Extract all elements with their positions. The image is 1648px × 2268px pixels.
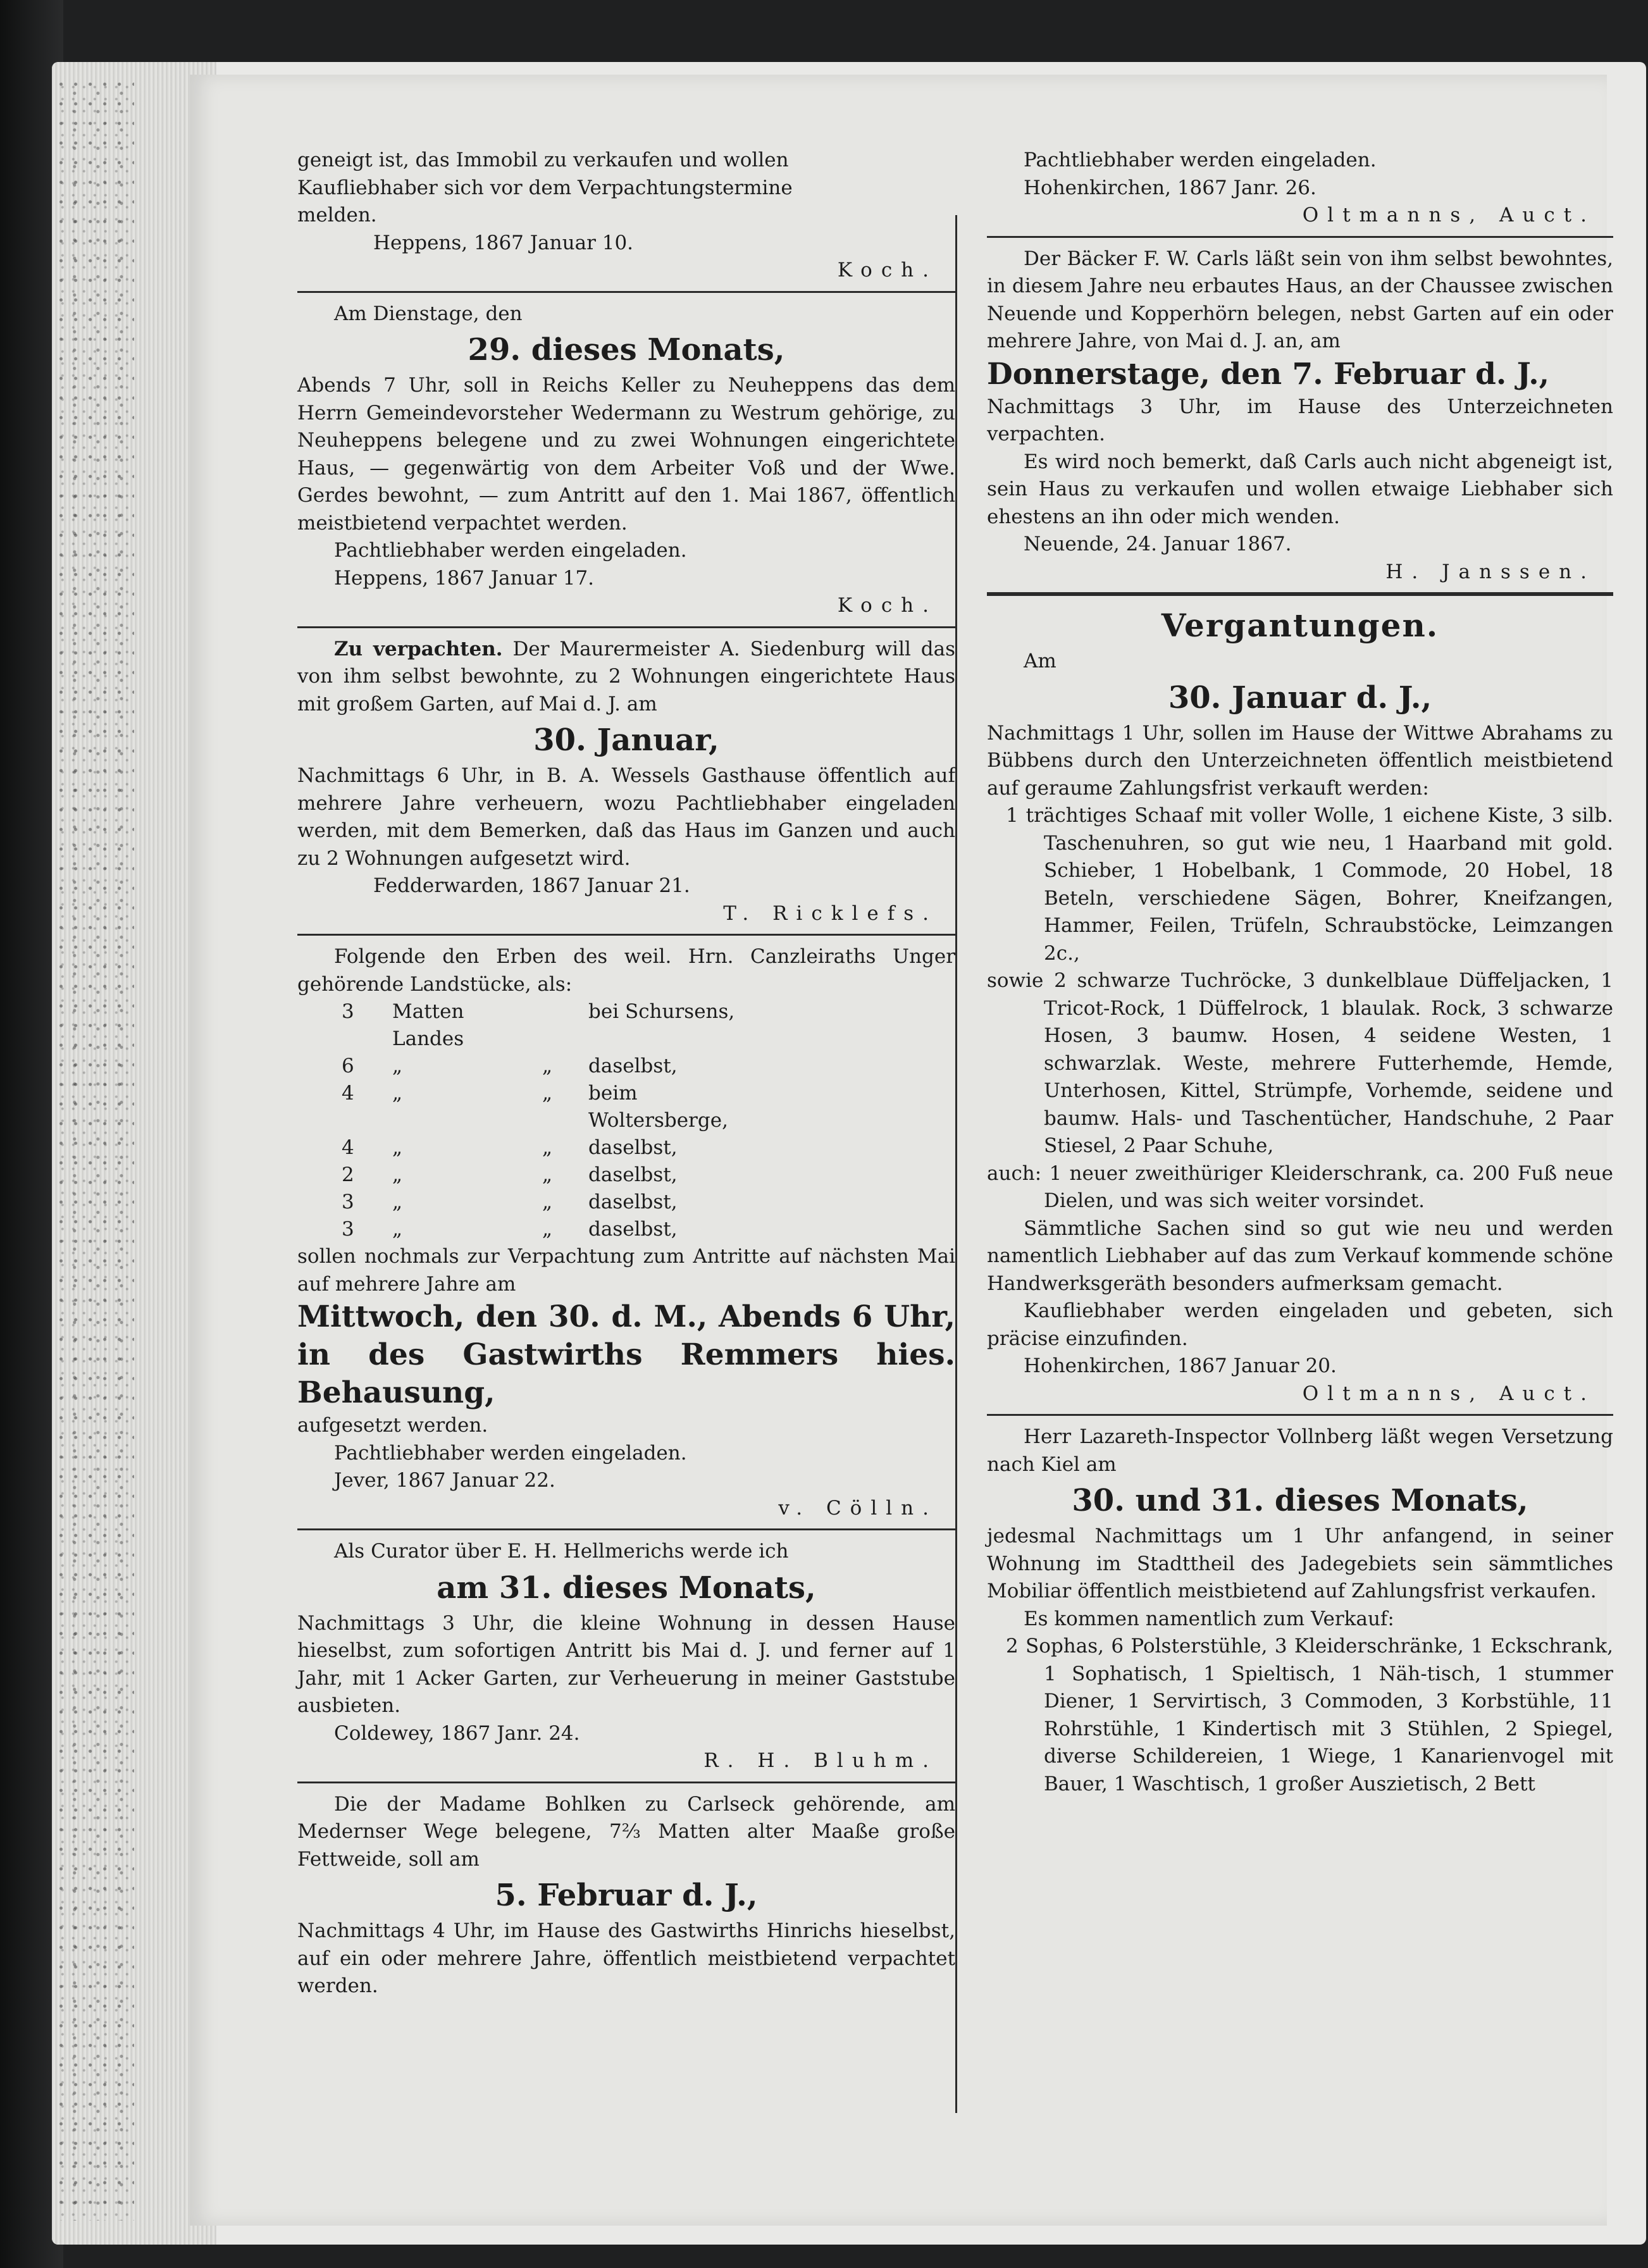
notice-body: sollen nochmals zur Verpachtung zum Antritte auf nächsten Mai auf mehrere Jahre am [297,1245,955,1296]
parcel-place: daselbst, [588,1218,678,1241]
notice-divider [297,626,955,628]
table-row [342,1053,747,1080]
notice-place-date: Hohenkirchen, 1867 Januar 20. [1024,1354,1337,1377]
notice-body: Folgende den Erben des weil. Hrn. Canzleiraths Unger gehörende Landstücke, als: [297,945,955,996]
notice-carls-haus [987,245,1613,586]
table-row [342,998,747,1053]
section-divider [987,592,1613,596]
notice-note: Es kommen namentlich zum Verkauf: [1024,1607,1394,1630]
notice-body: Die der Madame Bohlken zu Carlseck gehörende, am Medernser Wege belegene, 7⅔ Matten alter Maaße große Fettweide, soll am [297,1792,955,1871]
notice-place-date: Neuende, 24. Januar 1867. [1024,533,1292,555]
notice-siedenburg-haus [297,636,955,928]
parcel-place: beim Woltersberge, [588,1082,728,1132]
notice-invite: Pachtliebhaber werden eingeladen. [1024,149,1377,171]
notice-place-date: Hohenkirchen, 1867 Janr. 26. [1024,176,1317,199]
notice-line: geneigt ist, das Immobil zu verkaufen und wollen [297,149,789,171]
notice-heppens-immobil [297,147,955,285]
table-row [342,1216,747,1243]
notice-place-date: Heppens, 1867 Januar 17. [334,566,595,590]
notice-signature: Oltmanns, Auct. [1302,1382,1595,1405]
parcel-ditto [506,998,588,1053]
notice-place-date: Fedderwarden, 1867 Januar 21. [373,874,690,897]
notice-body: Der Maurermeister A. Siedenburg will das von ihm selbst bewohnte, zu 2 Wohnungen eingerichtete Haus mit großem Garten, auf Mai d. J. am [297,637,955,716]
notice-invite: Kaufliebhaber werden eingeladen und gebeten, sich präcise einzufinden. [987,1299,1613,1350]
notice-body: Als Curator über E. H. Hellmerichs werde ich [334,1540,789,1563]
sale-items-list: sowie 2 schwarze Tuchröcke, 3 dunkelblaue Düffeljacken, 1 Tricot-Rock, 1 Düffelrock, 1 blaulak. Rock, 3 schwarze Hosen, 3 baumw. Hosen, 4 seidene Westen, 1 schwarzlak. Weste, mehrere Futterhemde, Hemde, Unterhosen, Kittel, Strümpfe, Vorhemde, seidene und baumw. Hals- und Taschentücher, Handschuhe, 2 Paar Stiesel, 2 Paar Schuhe, [987,969,1613,1157]
notice-place-date: Coldewey, 1867 Janr. 24. [334,1721,580,1745]
notice-date-heading: Mittwoch, den 30. d. M., Abends 6 Uhr, in des Gastwirths Remmers hies. Behausung, [297,1299,955,1410]
notice-body: Abends 7 Uhr, soll in Reichs Keller zu Neuheppens das dem Herrn Gemeindevorsteher Wedermann zu Westrum gehörige, zu Neuheppens belegene und zu zwei Wohnungen eingerichtete Haus, — gegenwärtig von dem Arbeiter Voß und der Wwe. Gerdes bewohnt, — zum Antritt auf den 1. Mai 1867, öffentlich meistbietend verpachtet werden. [297,374,955,535]
foxing-spots [58,82,134,2221]
notice-divider [297,934,955,936]
notice-date-heading: 30. Januar, [533,722,719,758]
notice-body: Der Bäcker F. W. Carls läßt sein von ihm selbst bewohntes, in diesem Jahre neu erbautes Haus, an der Chaussee zwischen Neuende und Kopperhörn belegen, nebst Garten auf ein oder mehrere Jahre, von Mai d. J. an, am [987,247,1613,352]
notice-vollnberg-mobiliar [987,1423,1613,1798]
notice-signature: Koch. [837,259,938,282]
left-column [297,147,955,2000]
notice-signature: H. Janssen. [1385,560,1595,583]
notice-date-heading: 30. Januar d. J., [1168,679,1432,716]
notice-divider [987,1414,1613,1416]
notice-body: Nachmittags 3 Uhr, die kleine Wohnung in dessen Hause hieselbst, zum sofortigen Antritt bis Mai d. J. und ferner auf 1 Jahr, mit 1 Acker Garten, zur Verheuerung in meiner Gaststube ausbieten. [297,1611,955,1717]
parcel-unit: „ [392,1191,403,1213]
notice-body: Herr Lazareth-Inspector Vollnberg läßt wegen Versetzung nach Kiel am [987,1425,1613,1476]
parcel-unit: „ [392,1136,403,1159]
notice-wedermann-haus [297,301,955,620]
notice-invite: Pachtliebhaber werden eingeladen. [334,1441,687,1465]
notice-divider [297,1782,955,1783]
notice-place-date: Heppens, 1867 Januar 10. [373,231,634,254]
parcel-unit: „ [392,1163,403,1186]
notice-signature: v. Cölln. [778,1496,938,1520]
notice-note: Es wird noch bemerkt, daß Carls auch nicht abgeneigt ist, sein Haus zu verkaufen und wollen etwaige Liebhaber sich ehestens an ihn oder mich wenden. [987,450,1613,528]
notice-signature: R. H. Bluhm. [703,1749,938,1772]
notice-invite: Pachtliebhaber werden eingeladen. [334,539,687,562]
notice-date-heading: 5. Februar d. J., [495,1878,758,1913]
notice-divider [297,1528,955,1530]
section-heading-vergantungen: Vergantungen. [1161,607,1439,644]
parcel-ditto: „ [542,1136,553,1159]
parcel-place: daselbst, [588,1191,678,1213]
sale-items-list: auch: 1 neuer zweithüriger Kleiderschrank, ca. 200 Fuß neue Dielen, und was sich weiter vorsindet. [987,1162,1613,1212]
table-row [342,1134,747,1162]
notice-body: jedesmal Nachmittags um 1 Uhr anfangend, in seiner Wohnung im Stadttheil des Jadegebiets sein sämmtliches Mobiliar öffentlich meistbietend auf Zahlungsfrist verkaufen. [987,1525,1613,1602]
notice-body: Nachmittags 3 Uhr, im Hause des Unterzeichneten verpachten. [987,395,1613,445]
parcel-unit: „ [392,1082,403,1105]
right-column [987,147,1613,1798]
notice-body: Nachmittags 4 Uhr, im Hause des Gastwirths Hinrichs hieselbst, auf ein oder mehrere Jahre, öffentlich meistbietend verpachtet werden. [297,1919,955,1997]
notice-abrahams-verkauf [987,648,1613,1408]
parcel-place: daselbst, [588,1163,678,1186]
parcel-count: 4 [342,1136,354,1159]
table-row [342,1189,747,1216]
parcel-count: 3 [342,1218,354,1241]
notice-date-heading: 30. und 31. dieses Monats, [1072,1483,1528,1518]
parcel-count: 3 [342,1000,354,1023]
notice-divider [987,236,1613,238]
parcel-unit: Matten Landes [392,1000,464,1050]
notice-line: melden. [297,204,377,226]
parcel-count: 3 [342,1191,354,1213]
notice-unger-landstuecke [297,943,955,1522]
notice-date-heading: 29. dieses Monats, [468,332,785,368]
parcel-ditto: „ [542,1163,553,1186]
table-row [342,1080,747,1134]
parcel-count: 2 [342,1163,354,1186]
notice-divider [297,291,955,293]
notice-note: Sämmtliche Sachen sind so gut wie neu und werden namentlich Liebhaber auf das zum Verkauf kommende schöne Handwerksgeräth besonders aufmerksam gemacht. [987,1217,1613,1295]
table-row [342,1162,747,1189]
parcel-count: 6 [342,1055,354,1077]
column-separator [955,215,957,2113]
notice-date-heading: Donnerstage, den 7. Februar d. J., [987,356,1549,392]
notice-lead: Zu verpachten. [334,637,503,660]
sale-items-list: 2 Sophas, 6 Polsterstühle, 3 Kleiderschränke, 1 Eckschrank, 1 Sophatisch, 1 Spieltisch, 1 Näh-tisch, 1 stummer Diener, 1 Servirtisch, 3 Commoden, 3 Korbstühle, 11 Rohrstühle, 1 Kindertisch mit 3 Stühlen, 2 Spiegel, diverse Schildereien, 1 Wiege, 1 Kanarienvogel mit Bauer, 1 Waschtisch, 1 großer Auszietisch, 2 Bett [1006,1635,1613,1795]
notice-line: Kaufliebhaber sich vor dem Verpachtungstermine [297,176,793,199]
parcel-ditto: „ [542,1218,553,1241]
parcel-place: daselbst, [588,1136,678,1159]
notice-body: Nachmittags 6 Uhr, in B. A. Wessels Gasthause öffentlich auf mehrere Jahre verheuern, wozu Pachtliebhaber eingeladen werden, mit dem Bemerken, daß das Haus im Ganzen und auch zu 2 Wohnungen aufgesetzt wird. [297,764,955,870]
notice-signature: Oltmanns, Auct. [1302,204,1595,226]
parcel-unit: „ [392,1055,403,1077]
notice-signature: Koch. [837,594,938,617]
parcel-place: bei Schursens, [588,1000,735,1023]
notice-intro: Am Dienstage, den [334,302,523,325]
notice-hohenkirchen-pacht [987,147,1613,230]
notice-place-date: Jever, 1867 Januar 22. [334,1469,555,1492]
land-parcel-table [342,998,747,1243]
parcel-ditto: „ [542,1055,553,1077]
notice-body: Nachmittags 1 Uhr, sollen im Hause der Wittwe Abrahams zu Bübbens durch den Unterzeichneten öffentlich meistbietend auf geraume Zahlungsfrist verkauft werden: [987,721,1613,800]
notice-signature: T. Ricklefs. [723,902,938,925]
notice-intro: Am [1024,650,1056,672]
notice-date-heading: am 31. dieses Monats, [437,1570,816,1606]
sale-items-list: 1 trächtiges Schaaf mit voller Wolle, 1 eichene Kiste, 3 silb. Taschenuhren, so gut wie neu, 1 Haarband mit gold. Schieber, 1 Hobelbank, 1 Commode, 20 Hobel, 18 Beteln, verschiedene Sägen, Bohrer, Kneifzangen, Hammer, Feilen, Trüfeln, Schraubstöcke, Leimzangen 2c., [1006,804,1613,965]
notice-bohlken-fettweide [297,1791,955,2000]
parcel-unit: „ [392,1218,403,1241]
parcel-count: 4 [342,1082,354,1105]
parcel-ditto: „ [542,1191,553,1213]
parcel-place: daselbst, [588,1055,678,1077]
notice-after: aufgesetzt werden. [297,1414,488,1437]
parcel-ditto: „ [542,1082,553,1105]
notice-hellmerichs-wohnung [297,1538,955,1775]
